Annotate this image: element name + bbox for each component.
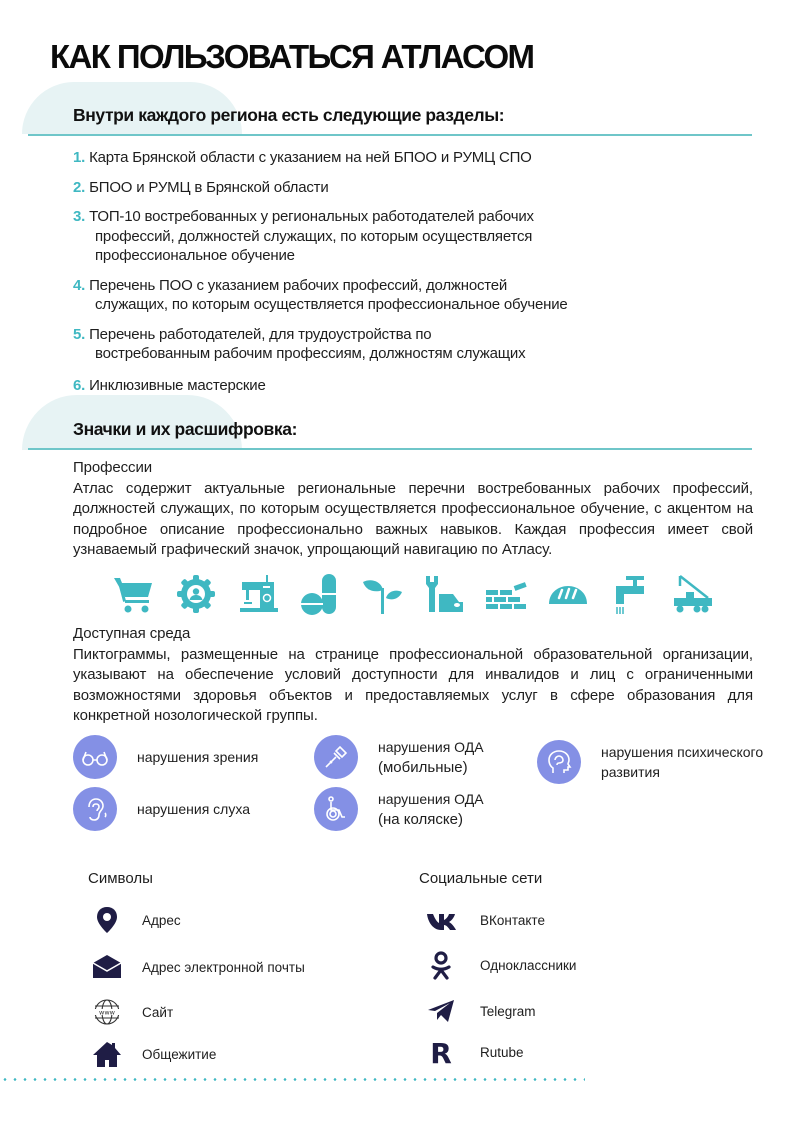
social-label: Rutube: [480, 1044, 524, 1060]
location-pin-icon: [92, 905, 122, 935]
pills-icon: [291, 572, 349, 616]
list-text: Инклюзивные мастерские: [89, 376, 266, 394]
list-item: [73, 276, 673, 315]
list-number: 6.: [73, 376, 86, 394]
access-label-line1: нарушения психического: [601, 744, 764, 760]
list-text-continued: профессиональное обучение: [95, 247, 295, 264]
list-text-continued: служащих, по которым осуществляется профессиональное обучение: [95, 296, 568, 313]
sewing-machine-icon: [229, 572, 287, 616]
house-icon: [92, 1039, 122, 1069]
sections-heading: Внутри каждого региона есть следующие разделы:: [73, 105, 505, 125]
social-ok[interactable]: [426, 950, 577, 980]
symbol-dormitory: [92, 1039, 217, 1069]
head-brain-icon: [537, 740, 581, 784]
social-heading: Социальные сети: [419, 870, 543, 887]
odnoklassniki-icon: [426, 950, 456, 980]
bread-icon: [539, 572, 597, 616]
symbol-label: Общежитие: [142, 1046, 217, 1062]
symbols-heading: Символы: [88, 870, 153, 887]
list-text-continued: востребованным рабочим профессиям, должностям служащих: [95, 345, 526, 362]
access-label: нарушения слуха: [137, 801, 250, 817]
crutch-icon: [314, 735, 358, 779]
social-label: ВКонтакте: [480, 912, 545, 928]
icons-heading: Значки и их расшифровка:: [73, 419, 298, 439]
access-label: [378, 789, 484, 830]
dotted-divider: [0, 1078, 585, 1081]
access-label-line2: развития: [601, 764, 660, 780]
access-item-vision: [73, 735, 258, 779]
access-label: [601, 742, 763, 782]
list-item: [73, 148, 673, 168]
access-label-line1: нарушения ОДА: [378, 738, 484, 755]
rutube-icon: [426, 1037, 456, 1067]
crane-truck-icon: [663, 572, 721, 616]
shopping-cart-icon: [105, 572, 163, 616]
symbol-label: Адрес: [142, 912, 181, 928]
access-label-line1: нарушения ОДА: [378, 790, 484, 807]
list-number: 2.: [73, 178, 86, 196]
list-text: Карта Брянской области с указанием на ней БПОО и РУМЦ СПО: [89, 149, 532, 166]
list-text: БПОО и РУМЦ в Брянской области: [89, 178, 329, 196]
social-telegram[interactable]: [426, 996, 536, 1026]
access-item-mental: [537, 740, 763, 784]
symbol-label: Адрес электронной почты: [142, 959, 305, 975]
access-item-wheelchair: [314, 787, 484, 831]
social-label: Telegram: [480, 1003, 536, 1019]
social-label: Одноклассники: [480, 957, 577, 973]
section-divider-middle: [28, 448, 752, 450]
telegram-icon: [426, 996, 456, 1026]
list-text: Перечень работодателей, для трудоустройства по: [89, 325, 432, 343]
professions-block: [73, 458, 753, 561]
gear-person-icon: [167, 572, 225, 616]
glasses-icon: [73, 735, 117, 779]
access-item-hearing: [73, 787, 250, 831]
social-vk[interactable]: [426, 905, 545, 935]
accessibility-block: [73, 624, 753, 727]
list-text-continued: профессий, должностей служащих, по которым осуществляется: [95, 227, 533, 245]
sections-list: [73, 148, 673, 395]
list-text: ТОП-10 востребованных у региональных работодателей рабочих: [89, 208, 534, 225]
symbol-address: [92, 905, 181, 935]
symbol-label: Сайт: [142, 1004, 174, 1020]
page-title: КАК ПОЛЬЗОВАТЬСЯ АТЛАСОМ: [50, 38, 534, 75]
list-number: 4.: [73, 276, 86, 294]
svg-text:R: R: [430, 1037, 452, 1067]
professions-subheading: Профессии: [73, 459, 153, 476]
access-label-line2: (мобильные): [378, 758, 468, 776]
social-rutube[interactable]: [426, 1037, 524, 1067]
access-label: нарушения зрения: [137, 749, 259, 765]
wrench-car-icon: [415, 572, 473, 616]
vk-icon: [426, 905, 456, 935]
list-item: [73, 178, 673, 198]
accessibility-text: Пиктограммы, размещенные на странице профессиональной образовательной организации, указывают на обеспечение условий доступности для инвалидов и лиц с ограниченными возможностями здоровья объектов и предоставляемых услуг в сфере образования для конкретной нозологической группы.: [73, 645, 753, 724]
www-globe-icon: [92, 997, 122, 1027]
symbol-email: [92, 952, 305, 982]
water-tap-icon: [601, 572, 659, 616]
access-item-mobility: [314, 735, 484, 779]
accessibility-subheading: Доступная среда: [73, 625, 191, 642]
access-label: [378, 737, 484, 778]
list-item: [73, 207, 673, 266]
svg-text:www: www: [99, 1008, 115, 1017]
list-item: [73, 325, 673, 364]
list-number: 1.: [73, 149, 86, 166]
list-number: 5.: [73, 325, 86, 343]
brick-wall-icon: [477, 572, 535, 616]
list-number: 3.: [73, 208, 86, 225]
envelope-icon: [92, 952, 122, 982]
section-divider-top: [28, 134, 752, 136]
list-text: Перечень ПОО с указанием рабочих профессий, должностей: [89, 276, 508, 294]
wheelchair-icon: [314, 787, 358, 831]
profession-icons-row: [105, 572, 725, 616]
list-item: [73, 376, 673, 396]
access-label-line2: (на коляске): [378, 810, 463, 828]
symbol-site: [92, 997, 174, 1027]
sprout-icon: [353, 572, 411, 616]
ear-icon: [73, 787, 117, 831]
professions-text: Атлас содержит актуальные региональные перечни востребованных рабочих профессий, должностей служащих, по которым осуществляется профессиональное обучение, с акцентом на подробное описание профессионально важных навыков. Каждая профессия имеет свой узнаваемый графический значок, упрощающий навигацию по Атласу.: [73, 479, 753, 558]
